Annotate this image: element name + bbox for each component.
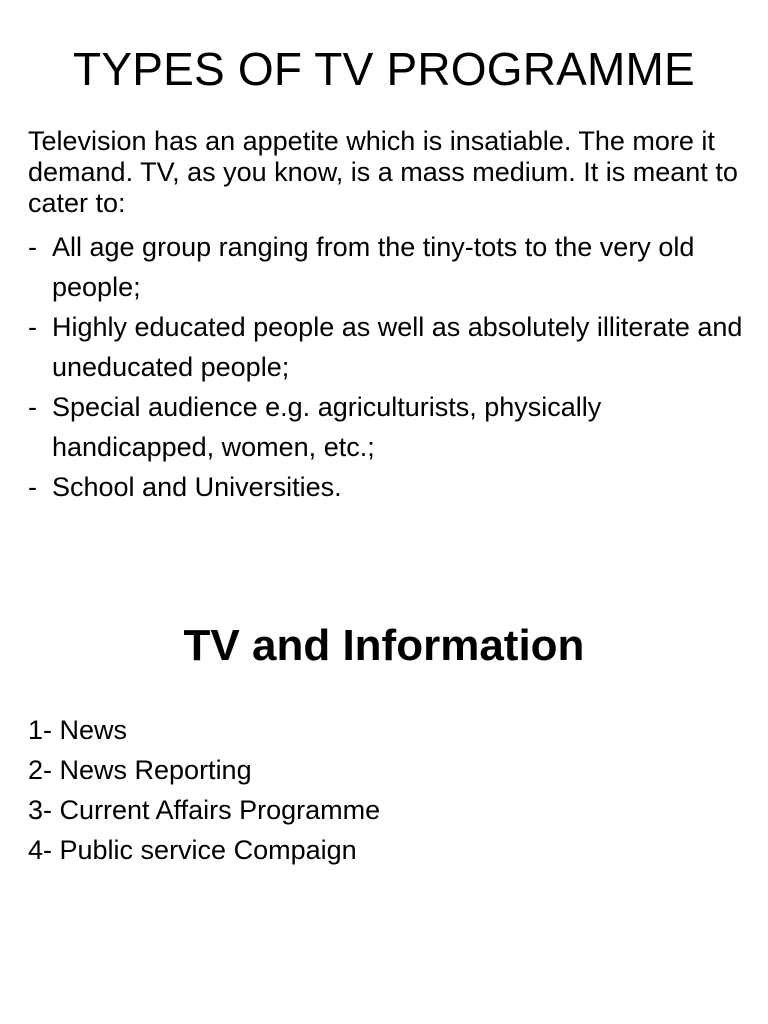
bullet-text: Highly educated people as well as absolutely illiterate and uneducated people; xyxy=(52,312,743,382)
bullet-text: All age group ranging from the tiny-tots to the very old people; xyxy=(52,232,695,302)
bullet-marker: - xyxy=(28,392,37,422)
bullet-text: Special audience e.g. agriculturists, physically handicapped, women, etc.; xyxy=(52,392,602,462)
intro-paragraph: Television has an appetite which is insatiable. The more it demand. TV, as you know, is a mass medium. It is meant to cater to: xyxy=(28,126,738,218)
bullet-item xyxy=(28,467,748,507)
bullet-marker: - xyxy=(28,312,37,342)
list-item: 3- Current Affairs Programme xyxy=(28,795,381,825)
bullet-item xyxy=(28,307,748,387)
bullet-text: School and Universities. xyxy=(52,472,342,502)
list-item: 1- News xyxy=(28,715,128,745)
list-item: 4- Public service Compaign xyxy=(28,835,357,865)
types-of-tv-programme-section xyxy=(28,40,748,507)
bullet-marker: - xyxy=(28,472,37,502)
tv-and-information-section xyxy=(28,618,748,870)
section-heading: TV and Information xyxy=(183,621,585,670)
bullet-item xyxy=(28,387,748,467)
information-list xyxy=(28,710,748,870)
bullet-marker: - xyxy=(28,232,37,262)
audience-bullet-list xyxy=(28,227,748,507)
page-title: TYPES OF TV PROGRAMME xyxy=(73,43,695,95)
bullet-item xyxy=(28,227,748,307)
list-item: 2- News Reporting xyxy=(28,755,252,785)
